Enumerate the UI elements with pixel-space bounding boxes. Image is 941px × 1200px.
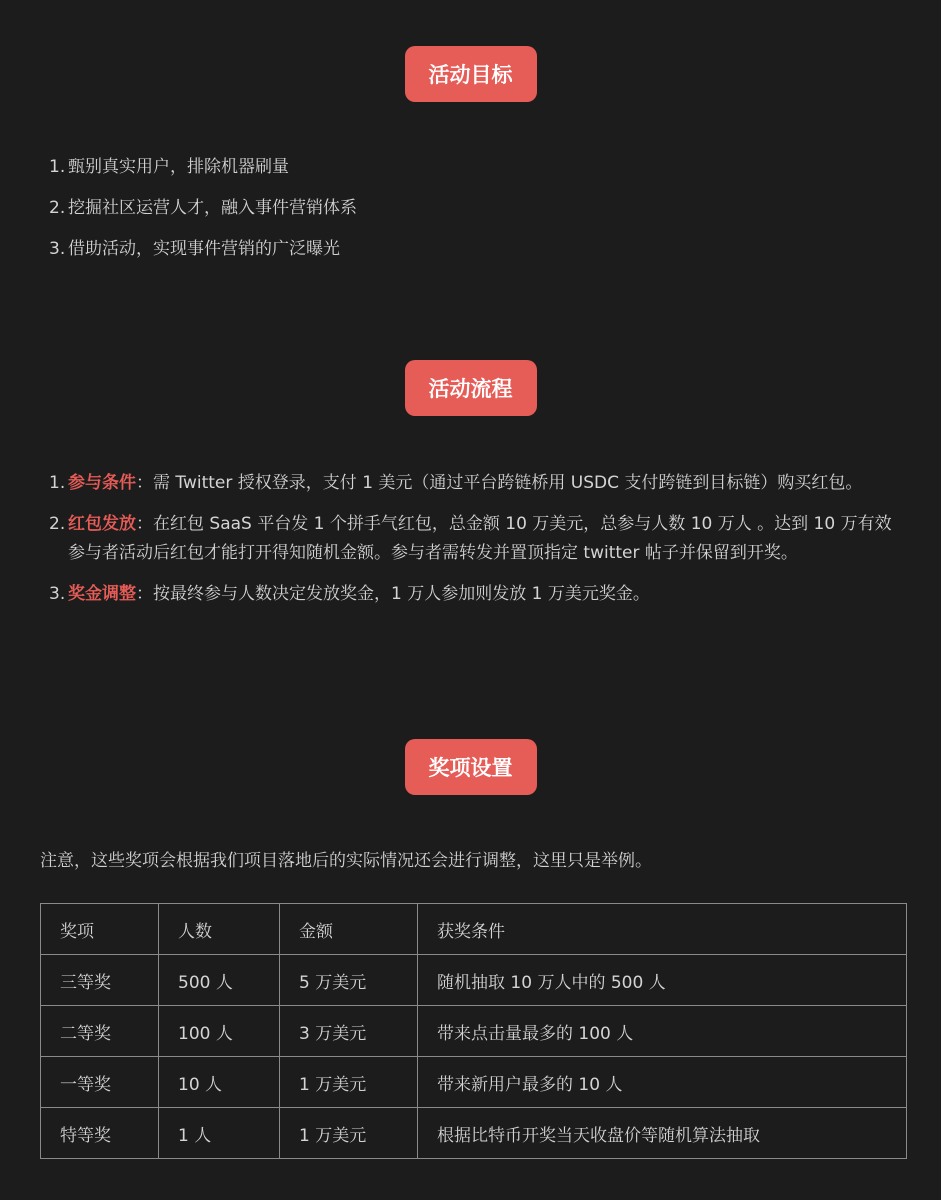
list-number: 3. (49, 584, 66, 604)
list-item-text: ：需 Twitter 授权登录，支付 1 美元（通过平台跨链桥用 USDC 支付跨链到目标链）购买红包。 (136, 473, 863, 493)
table-cell: 100 人 (159, 1006, 280, 1057)
table-row (41, 1006, 907, 1057)
list-item-text: ：在红包 SaaS 平台发 1 个拼手气红包，总金额 10 万美元，总参与人数 10 万人 。达到 10 万有效参与者活动后红包才能打开得知随机金额。参与者需转发并置顶指定 twitter 帖子并保留到开奖。 (68, 514, 892, 563)
list-item (49, 155, 901, 179)
highlight-label: 奖金调整 (68, 584, 136, 604)
list-item (49, 580, 901, 609)
table-cell: 1 万美元 (280, 1108, 418, 1159)
table-cell: 500 人 (159, 955, 280, 1006)
table-header-cell: 人数 (159, 904, 280, 955)
table-cell: 1 人 (159, 1108, 280, 1159)
table-cell: 带来点击量最多的 100 人 (418, 1006, 907, 1057)
section-title-goals: 活动目标 (405, 46, 537, 102)
table-header-cell: 金额 (280, 904, 418, 955)
table-cell: 特等奖 (41, 1108, 159, 1159)
table-cell: 1 万美元 (280, 1057, 418, 1108)
list-number: 2. (49, 514, 66, 534)
highlight-label: 红包发放 (68, 514, 136, 534)
table-cell: 带来新用户最多的 10 人 (418, 1057, 907, 1108)
list-number: 1. (49, 473, 66, 493)
awards-note: 注意，这些奖项会根据我们项目落地后的实际情况还会进行调整，这里只是举例。 (40, 851, 652, 871)
awards-table (40, 903, 907, 1159)
list-number: 3. (49, 239, 66, 259)
list-item (49, 510, 901, 568)
table-row (41, 1057, 907, 1108)
list-number: 2. (49, 198, 66, 218)
table-cell: 一等奖 (41, 1057, 159, 1108)
list-item-text: 挖掘社区运营人才，融入事件营销体系 (68, 198, 357, 218)
table-header-row (41, 904, 907, 955)
table-cell: 根据比特币开奖当天收盘价等随机算法抽取 (418, 1108, 907, 1159)
list-item (49, 196, 901, 220)
table-cell: 随机抽取 10 万人中的 500 人 (418, 955, 907, 1006)
table-cell: 三等奖 (41, 955, 159, 1006)
list-item-text: ：按最终参与人数决定发放奖金，1 万人参加则发放 1 万美元奖金。 (136, 584, 650, 604)
list-item (49, 469, 901, 498)
table-header-cell: 奖项 (41, 904, 159, 955)
list-item-text: 甄别真实用户，排除机器刷量 (68, 157, 289, 177)
table-row (41, 955, 907, 1006)
section-title-process: 活动流程 (405, 360, 537, 416)
goals-list (49, 155, 901, 278)
table-row (41, 1108, 907, 1159)
highlight-label: 参与条件 (68, 473, 136, 493)
table-header-cell: 获奖条件 (418, 904, 907, 955)
section-title-awards: 奖项设置 (405, 739, 537, 795)
list-number: 1. (49, 157, 66, 177)
table-cell: 10 人 (159, 1057, 280, 1108)
process-list (49, 469, 901, 621)
list-item-text: 借助活动，实现事件营销的广泛曝光 (68, 239, 340, 259)
list-item (49, 237, 901, 261)
table-cell: 3 万美元 (280, 1006, 418, 1057)
table-cell: 5 万美元 (280, 955, 418, 1006)
table-cell: 二等奖 (41, 1006, 159, 1057)
